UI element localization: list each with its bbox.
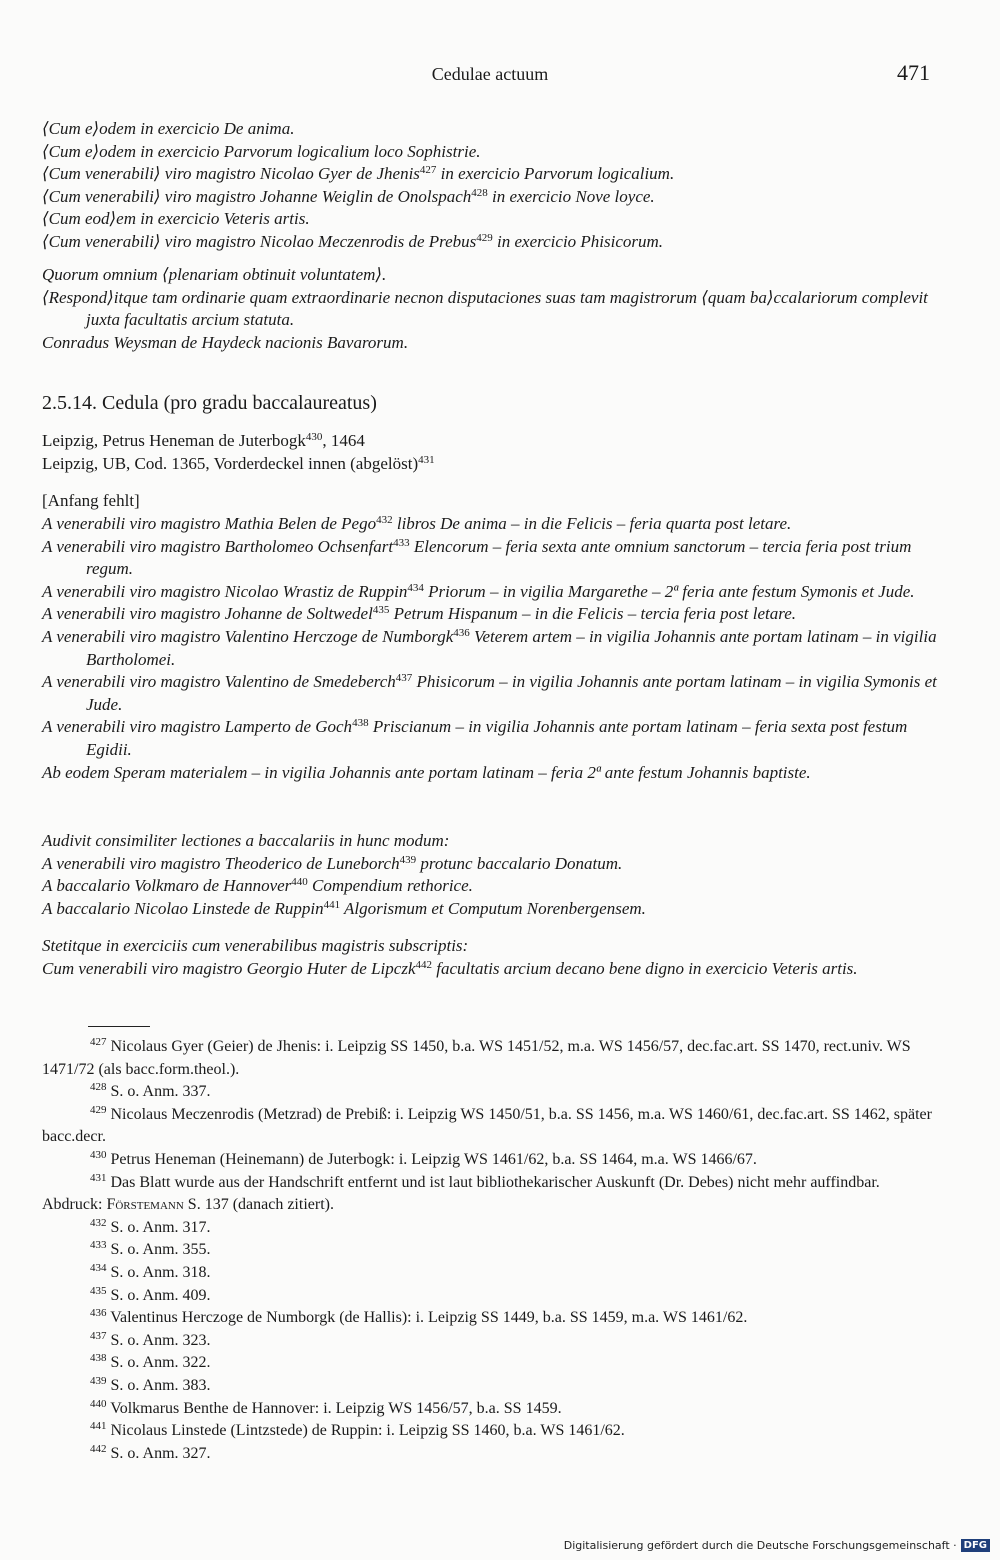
footnote: $^{428}$ S. o. Anm. 337. bbox=[90, 1081, 211, 1101]
footnote-number: 433 bbox=[90, 1239, 107, 1252]
text-line: ⟨Cum venerabili⟩ viro magistro Nicolao Gyer de Jhenis$^{427}$ in exercicio Parvorum logicalium. bbox=[42, 164, 675, 184]
footnote: $^{434}$ S. o. Anm. 318. bbox=[90, 1261, 211, 1281]
text-line: A venerabili viro magistro Theoderico de Luneborch$^{439}$ protunc baccalario Donatum. bbox=[42, 853, 623, 873]
footnote: $^{437}$ S. o. Anm. 323. bbox=[90, 1329, 211, 1349]
footnote: $^{442}$ S. o. Anm. 327. bbox=[90, 1442, 211, 1462]
page-number: 471 bbox=[897, 60, 930, 85]
text-line: A baccalario Nicolao Linstede de Ruppin$^{441}$ Algorismum et Computum Norenbergensem. bbox=[42, 898, 646, 918]
text-line: A venerabili viro magistro Nicolao Wrastiz de Ruppin$^{434}$ Priorum – in vigilia Margarethe – 2ª feria ante festum Symonis et Jude. bbox=[42, 581, 915, 601]
footnote: $^{436}$ Valentinus Herczoge de Numborgk (de Hallis): i. Leipzig SS 1449, b.a. SS 1459, m.a. WS 1461/62. bbox=[90, 1307, 748, 1327]
footnote-number: 441 bbox=[90, 1420, 107, 1433]
footnotes bbox=[42, 1036, 942, 1465]
footnote-number: 434 bbox=[90, 1261, 107, 1274]
text-line: A venerabili viro magistro Bartholomeo Ochsenfart$^{433}$ Elencorum – feria sexta ante omnium sanctorum – tercia feria post trium regum. bbox=[42, 536, 912, 579]
footnote-number: 432 bbox=[90, 1216, 107, 1229]
footnote-number: 428 bbox=[90, 1081, 107, 1094]
footnote-number: 431 bbox=[90, 1171, 107, 1184]
running-header: Cedulae actuum bbox=[431, 64, 549, 84]
completion-statement bbox=[42, 264, 942, 354]
text-line: ⟨Cum venerabili⟩ viro magistro Johanne Weiglin de Onolspach$^{428}$ in exercicio Nove loyce. bbox=[42, 186, 655, 206]
text-line: Stetitque in exerciciis cum venerabilibus magistris subscriptis: bbox=[42, 936, 469, 955]
text-line: Audivit consimiliter lectiones a baccalariis in hunc modum: bbox=[42, 831, 450, 850]
text-line: Quorum omnium ⟨plenariam obtinuit voluntatem⟩. bbox=[42, 265, 387, 284]
text-line: ⟨Cum venerabili⟩ viro magistro Nicolao Meczenrodis de Prebus$^{429}$ in exercicio Phisicorum. bbox=[42, 231, 664, 251]
source-lines bbox=[42, 430, 942, 475]
footnote: $^{430}$ Petrus Heneman (Heinemann) de Juterbogk: i. Leipzig WS 1461/62, b.a. SS 1464, m.a. WS 1466/67. bbox=[90, 1148, 757, 1168]
audivit-list bbox=[42, 830, 942, 920]
footnote: $^{432}$ S. o. Anm. 317. bbox=[90, 1216, 211, 1236]
footnote-rule bbox=[88, 1026, 150, 1027]
text-line: Cum venerabili viro magistro Georgio Huter de Lipczk$^{442}$ facultatis arcium decano bene digno in exercicio Veteris artis. bbox=[42, 958, 858, 978]
text-line: ⟨Respond⟩itque tam ordinarie quam extraordinarie necnon disputaciones suas tam magistrorum ⟨quam ba⟩ccalariorum complevit juxta facultatis arcium statuta. bbox=[42, 287, 928, 330]
lecture-list bbox=[42, 513, 942, 784]
dfg-credit bbox=[564, 1539, 990, 1552]
footnote: $^{440}$ Volkmarus Benthe de Hannover: i. Leipzig WS 1456/57, b.a. SS 1459. bbox=[90, 1397, 562, 1417]
footnote-number: 440 bbox=[90, 1397, 107, 1410]
text-line: A venerabili viro magistro Valentino Herczoge de Numborgk$^{436}$ Veterem artem – in vigilia Johannis ante portam latinam – in vigilia Bartholomei. bbox=[42, 626, 937, 669]
text-line: Leipzig, Petrus Heneman de Juterbogk$^{430}$, 1464 bbox=[42, 431, 365, 450]
anfang-note: [Anfang fehlt] bbox=[42, 491, 140, 510]
footnote: $^{439}$ S. o. Anm. 383. bbox=[90, 1374, 211, 1394]
footnote-number: 439 bbox=[90, 1374, 107, 1387]
footnote: $^{441}$ Nicolaus Linstede (Lintzstede) de Ruppin: i. Leipzig SS 1460, b.a. WS 1461/62. bbox=[90, 1420, 625, 1440]
text-line: A venerabili viro magistro Lamperto de Goch$^{438}$ Priscianum – in vigilia Johannis ante portam latinam – feria sexta post festum Egidii. bbox=[42, 717, 908, 759]
footnote-number: 430 bbox=[90, 1148, 107, 1161]
footnote-number: 438 bbox=[90, 1352, 107, 1365]
text-line: A venerabili viro magistro Mathia Belen de Pego$^{432}$ libros De anima – in die Felicis – feria quarta post letare. bbox=[42, 514, 792, 533]
text-line: A venerabili viro magistro Valentino de Smedeberch$^{437}$ Phisicorum – in vigilia Johannis ante portam latinam – in vigilia Symonis et Jude. bbox=[42, 672, 937, 714]
text-line: Conradus Weysman de Haydeck nacionis Bavarorum. bbox=[42, 332, 409, 352]
dfg-logo: DFG bbox=[961, 1539, 990, 1552]
section-heading: 2.5.14. Cedula (pro gradu baccalaureatus) bbox=[42, 392, 377, 414]
footnote: $^{431}$ Das Blatt wurde aus der Handschrift entfernt und ist laut bibliothekarischer Auskunft (Dr. Debes) nicht mehr auffindbar. Abdruck: Förstemann S. 137 (danach zitiert). bbox=[42, 1171, 880, 1214]
text-line: Leipzig, UB, Cod. 1365, Vorderdeckel innen (abgelöst)$^{431}$ bbox=[42, 453, 435, 473]
text-line: ⟨Cum eod⟩em in exercicio Veteris artis. bbox=[42, 209, 310, 229]
footnote-number: 435 bbox=[90, 1284, 107, 1297]
footnote: $^{435}$ S. o. Anm. 409. bbox=[90, 1284, 211, 1304]
footnote: $^{427}$ Nicolaus Gyer (Geier) de Jhenis: i. Leipzig SS 1450, b.a. WS 1451/52, m.a. WS 1456/57, dec.fac.art. SS 1470, rect.univ. WS 1471/72 (als bacc.form.theol.). bbox=[42, 1036, 911, 1078]
exercise-list bbox=[42, 118, 942, 254]
dfg-credit-text: Digitalisierung gefördert durch die Deutsche Forschungsgemeinschaft · bbox=[563, 1539, 957, 1552]
text-line: ⟨Cum e⟩odem in exercicio Parvorum logicalium loco Sophistrie. bbox=[42, 141, 481, 161]
footnote: $^{433}$ S. o. Anm. 355. bbox=[90, 1239, 211, 1259]
text-line: Ab eodem Speram materialem – in vigilia Johannis ante portam latinam – feria 2ª ante festum Johannis baptiste. bbox=[42, 762, 811, 782]
footnote-number: 429 bbox=[90, 1103, 107, 1116]
footnote-number: 436 bbox=[90, 1307, 107, 1320]
text-line: ⟨Cum e⟩odem in exercicio De anima. bbox=[42, 119, 295, 138]
text-line: A baccalario Volkmaro de Hannover$^{440}$ Compendium rethorice. bbox=[42, 876, 473, 896]
footnote-number: 437 bbox=[90, 1329, 107, 1342]
stetit-list bbox=[42, 935, 942, 980]
footnote-number: 442 bbox=[90, 1442, 107, 1455]
footnote: $^{438}$ S. o. Anm. 322. bbox=[90, 1352, 211, 1372]
footnote-number: 427 bbox=[90, 1036, 107, 1048]
text-line: A venerabili viro magistro Johanne de Soltwedel$^{435}$ Petrum Hispanum – in die Felicis – tercia feria post letare. bbox=[42, 604, 796, 624]
footnote: $^{429}$ Nicolaus Meczenrodis (Metzrad) de Prebiß: i. Leipzig WS 1450/51, b.a. SS 1456, m.a. WS 1460/61, dec.fac.art. SS 1462, später bacc.decr. bbox=[42, 1103, 932, 1146]
